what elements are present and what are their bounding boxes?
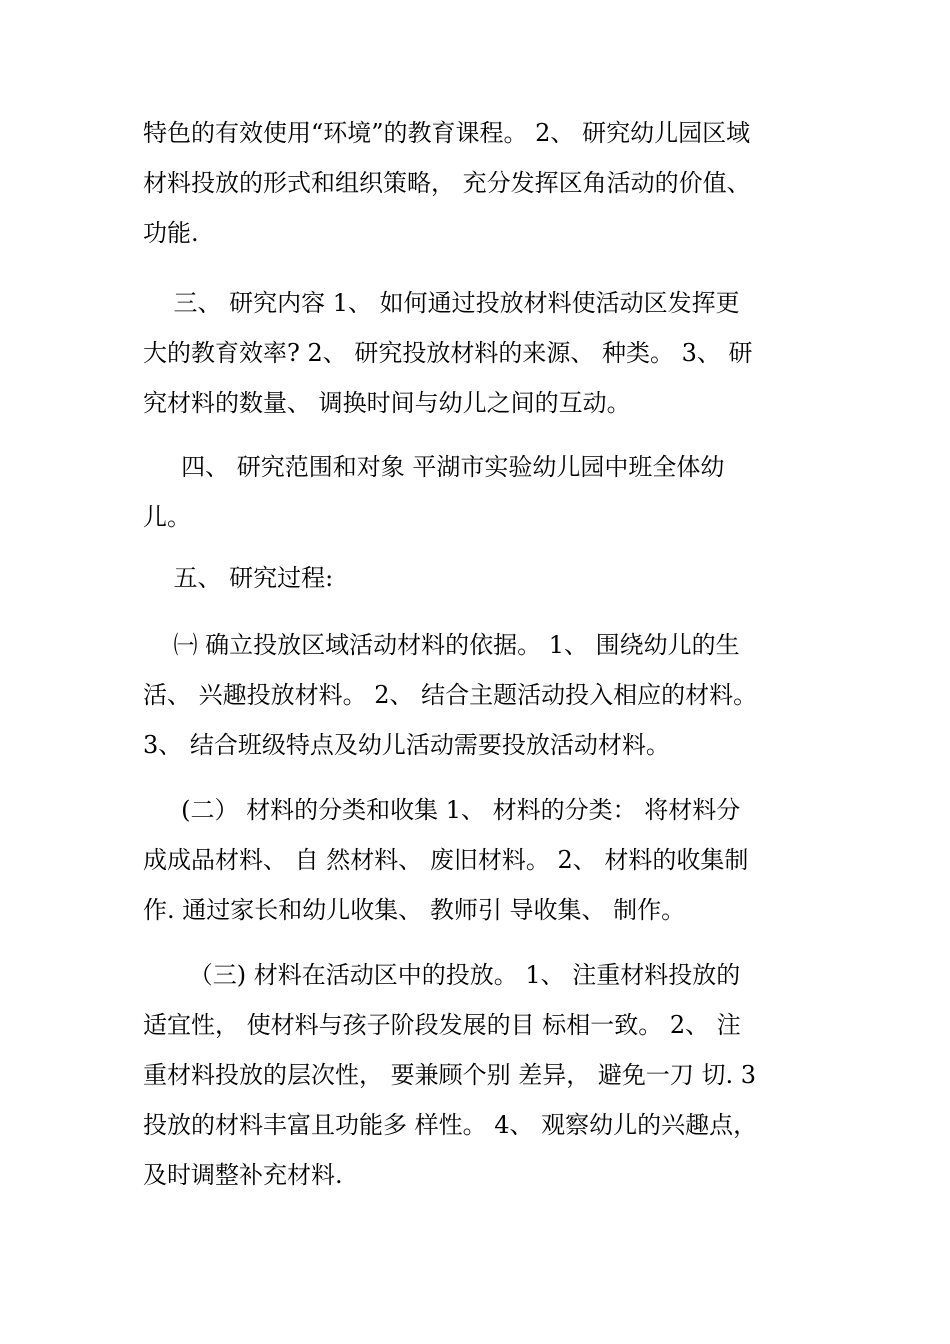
text-line: 特色的有效使用“环境”的教育课程。 2、 研究幼儿园区域 [143, 119, 751, 147]
text-line: (二） 材料的分类和收集 1、 材料的分类： 将材料分 [143, 796, 741, 824]
text-line: 成成品材料、 自 然材料、 废旧材料。 2、 材料的收集制 [143, 846, 749, 874]
text-line: 四、 研究范围和对象 平湖市实验幼儿园中班全体幼 [143, 453, 725, 481]
paragraph-research-scope [143, 442, 813, 542]
text-line: 3、 结合班级特点及幼儿活动需要投放活动材料。 [143, 731, 670, 759]
text-line: 材料投放的形式和组织策略， 充分发挥区角活动的价值、 [143, 169, 751, 197]
text-line: 作. 通过家长和幼儿收集、 教师引 导收集、 制作。 [143, 896, 686, 924]
text-line: 适宜性， 使材料与孩子阶段发展的目 标相一致。 2、 注 [143, 1011, 741, 1039]
paragraph-research-process-heading [143, 553, 813, 603]
text-line: 三、 研究内容 1、 如何通过投放材料使活动区发挥更 [143, 289, 740, 317]
paragraph-material-basis [143, 620, 813, 770]
text-line: 投放的材料丰富且功能多 样性。 4、 观察幼儿的兴趣点， [143, 1111, 758, 1139]
text-line: 及时调整补充材料. [143, 1161, 343, 1189]
text-line: （三) 材料在活动区中的投放。 1、 注重材料投放的 [143, 961, 741, 989]
paragraph-material-classification [143, 785, 813, 935]
text-line: 重材料投放的层次性， 要兼顾个别 差异， 避免一刀 切. 3 [143, 1061, 757, 1089]
text-line: 活、 兴趣投放材料。 2、 结合主题活动投入相应的材料。 [143, 681, 758, 709]
text-line: 功能. [143, 219, 199, 247]
text-line: 究材料的数量、 调换时间与幼儿之间的互动。 [143, 389, 631, 417]
paragraph-material-placement [143, 950, 813, 1200]
paragraph-goals-continued [143, 108, 813, 258]
text-line: ㈠ 确立投放区域活动材料的依据。 1、 围绕幼儿的生 [143, 631, 740, 659]
text-line: 五、 研究过程: [143, 564, 334, 592]
paragraph-research-content [143, 278, 813, 428]
text-line: 大的教育效率? 2、 研究投放材料的来源、 种类。 3、 研 [143, 339, 753, 367]
text-line: 儿。 [143, 503, 191, 531]
